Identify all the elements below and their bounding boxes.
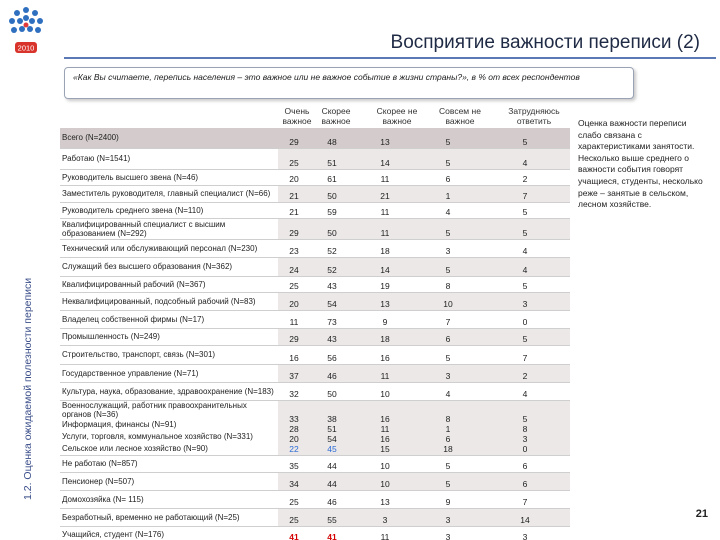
value-cell: 5 bbox=[416, 345, 480, 364]
value-cell: 3 bbox=[480, 526, 570, 540]
value-line: 18 bbox=[443, 443, 453, 454]
value-cell: 11 bbox=[278, 310, 310, 328]
row-label: Государственное управление (N=71) bbox=[60, 364, 278, 382]
row-label: Пенсионер (N=507) bbox=[60, 472, 278, 490]
value-cell: 4 bbox=[480, 239, 570, 257]
value-cell: 44 bbox=[310, 472, 354, 490]
row-label bbox=[60, 400, 278, 455]
value-cell: 73 bbox=[310, 310, 354, 328]
value-cell: 7 bbox=[480, 345, 570, 364]
value-cell: 29 bbox=[278, 128, 310, 148]
value-cell: 48 bbox=[310, 128, 354, 148]
row-label: Технический или обслуживающий персонал (N=230) bbox=[60, 239, 278, 257]
value-cell: 7 bbox=[480, 185, 570, 202]
value-cell: 21 bbox=[354, 185, 416, 202]
value-cell: 14 bbox=[480, 508, 570, 526]
value-cell: 13 bbox=[354, 292, 416, 310]
table-row bbox=[60, 364, 570, 382]
svg-text:2010: 2010 bbox=[17, 43, 35, 53]
row-label-line: Услуги, торговля, коммунальное хозяйство (N=331) bbox=[62, 431, 253, 441]
row-label: Домохозяйка (N= 115) bbox=[60, 490, 278, 508]
row-label: Учащийся, студент (N=176) bbox=[60, 526, 278, 540]
value-cell: 3 bbox=[354, 508, 416, 526]
value-cell: 29 bbox=[278, 218, 310, 239]
value-cell: 3 bbox=[416, 239, 480, 257]
value-line: 16 bbox=[380, 433, 390, 444]
value-cell: 6 bbox=[480, 472, 570, 490]
title-rule bbox=[64, 57, 716, 59]
value-line: 11 bbox=[380, 423, 390, 434]
value-cell: 43 bbox=[310, 328, 354, 345]
value-line: 6 bbox=[445, 433, 451, 444]
value-cell: 24 bbox=[278, 257, 310, 276]
table-row bbox=[60, 382, 570, 400]
value-cell: 20 bbox=[278, 292, 310, 310]
table-row bbox=[60, 292, 570, 310]
value-cell: 52 bbox=[310, 239, 354, 257]
value-cell bbox=[354, 400, 416, 455]
col-header-hard-to-say: Затрудняюсь ответить bbox=[508, 106, 560, 126]
commentary-text: Оценка важности переписи слабо связана с характеристиками занятости. Несколько выше среднего о важности события говорят учащиеся, студенты, несколько реже – занятые в сельском, лесном хозяйстве. bbox=[578, 118, 703, 210]
row-label: Квалифицированный специалист с высшим образованием (N=292) bbox=[60, 218, 278, 239]
col-header-rather-unimportant: Скорее не важное bbox=[376, 106, 418, 126]
col-header-very-important: Очень важное bbox=[282, 106, 312, 126]
row-label-line: Информация, финансы (N=91) bbox=[62, 419, 177, 429]
value-cell: 19 bbox=[354, 276, 416, 292]
value-cell: 50 bbox=[310, 218, 354, 239]
value-cell bbox=[416, 400, 480, 455]
value-line: 22 bbox=[289, 443, 299, 454]
value-cell: 16 bbox=[278, 345, 310, 364]
row-label: Неквалифицированный, подсобный рабочий (N=83) bbox=[60, 292, 278, 310]
value-cell: 20 bbox=[278, 169, 310, 185]
table-row bbox=[60, 169, 570, 185]
value-cell: 0 bbox=[480, 310, 570, 328]
row-label: Руководитель среднего звена (N=110) bbox=[60, 202, 278, 218]
row-label: Строительство, транспорт, связь (N=301) bbox=[60, 345, 278, 364]
value-cell: 11 bbox=[354, 202, 416, 218]
value-cell: 21 bbox=[278, 202, 310, 218]
table-row bbox=[60, 148, 570, 169]
value-cell: 46 bbox=[310, 490, 354, 508]
value-line: 16 bbox=[380, 413, 390, 424]
value-cell: 5 bbox=[416, 128, 480, 148]
value-cell: 11 bbox=[354, 364, 416, 382]
value-cell: 6 bbox=[416, 328, 480, 345]
value-cell: 29 bbox=[278, 328, 310, 345]
value-cell: 41 bbox=[278, 526, 310, 540]
value-cell: 10 bbox=[416, 292, 480, 310]
row-label: Работаю (N=1541) bbox=[60, 148, 278, 169]
value-cell: 11 bbox=[354, 526, 416, 540]
row-label: Промышленность (N=249) bbox=[60, 328, 278, 345]
table-row bbox=[60, 128, 570, 148]
value-cell: 7 bbox=[416, 310, 480, 328]
section-label: 1.2. Оценка ожидаемой полезности переписи bbox=[22, 277, 34, 500]
value-cell: 44 bbox=[310, 455, 354, 472]
value-cell: 54 bbox=[310, 292, 354, 310]
question-box: «Как Вы считаете, перепись населения – это важное или не важное событие в жизни страны?», в % от всех респондентов bbox=[64, 67, 634, 99]
value-cell: 4 bbox=[480, 148, 570, 169]
value-cell: 4 bbox=[480, 382, 570, 400]
value-cell: 34 bbox=[278, 472, 310, 490]
table-row bbox=[60, 202, 570, 218]
row-label: Всего (N=2400) bbox=[60, 128, 278, 148]
value-cell: 56 bbox=[310, 345, 354, 364]
value-cell bbox=[480, 400, 570, 455]
row-label: Культура, наука, образование, здравоохранение (N=183) bbox=[60, 382, 278, 400]
value-cell: 61 bbox=[310, 169, 354, 185]
col-header-not-important: Совсем не важное bbox=[439, 106, 481, 126]
table-row bbox=[60, 455, 570, 472]
value-cell: 43 bbox=[310, 276, 354, 292]
value-cell bbox=[278, 400, 310, 455]
row-label: Заместитель руководителя, главный специалист (N=66) bbox=[60, 185, 278, 202]
value-cell: 4 bbox=[480, 257, 570, 276]
value-cell: 59 bbox=[310, 202, 354, 218]
value-line: 20 bbox=[289, 433, 299, 444]
row-label: Квалифицированный рабочий (N=367) bbox=[60, 276, 278, 292]
value-cell: 50 bbox=[310, 185, 354, 202]
value-cell: 11 bbox=[354, 169, 416, 185]
value-cell: 3 bbox=[416, 364, 480, 382]
value-cell: 1 bbox=[416, 185, 480, 202]
col-header-rather-important: Скорее важное bbox=[321, 106, 351, 126]
value-cell: 5 bbox=[480, 202, 570, 218]
table-row bbox=[60, 328, 570, 345]
value-line: 1 bbox=[445, 423, 451, 434]
table-row bbox=[60, 490, 570, 508]
value-cell: 5 bbox=[480, 128, 570, 148]
value-cell: 4 bbox=[416, 382, 480, 400]
value-line: 54 bbox=[327, 433, 337, 444]
value-line: 33 bbox=[289, 413, 299, 424]
value-line: 15 bbox=[380, 443, 390, 454]
table-row bbox=[60, 185, 570, 202]
value-cell: 5 bbox=[480, 328, 570, 345]
value-cell: 37 bbox=[278, 364, 310, 382]
value-cell: 8 bbox=[416, 276, 480, 292]
table-row bbox=[60, 257, 570, 276]
value-line: 38 bbox=[327, 413, 337, 424]
value-cell: 6 bbox=[480, 455, 570, 472]
value-line: 3 bbox=[522, 433, 528, 444]
row-label: Безработный, временно не работающий (N=25) bbox=[60, 508, 278, 526]
value-cell: 6 bbox=[416, 169, 480, 185]
value-cell: 5 bbox=[480, 276, 570, 292]
value-cell: 51 bbox=[310, 148, 354, 169]
row-label-line: Сельское или лесное хозяйство (N=90) bbox=[62, 443, 208, 453]
value-cell: 32 bbox=[278, 382, 310, 400]
value-cell: 5 bbox=[416, 257, 480, 276]
value-line: 45 bbox=[327, 443, 337, 454]
value-cell: 16 bbox=[354, 345, 416, 364]
table-row bbox=[60, 218, 570, 239]
row-label: Не работаю (N=857) bbox=[60, 455, 278, 472]
row-label-line: Военнослужащий, работник правоохранительных органов (N=36) bbox=[62, 400, 247, 419]
value-cell: 9 bbox=[416, 490, 480, 508]
value-cell: 13 bbox=[354, 128, 416, 148]
value-line: 8 bbox=[522, 423, 528, 434]
value-cell: 13 bbox=[354, 490, 416, 508]
value-cell: 23 bbox=[278, 239, 310, 257]
value-line: 51 bbox=[327, 423, 337, 434]
row-label: Служащий без высшего образования (N=362) bbox=[60, 257, 278, 276]
value-cell: 52 bbox=[310, 257, 354, 276]
table-row bbox=[60, 508, 570, 526]
table-row bbox=[60, 472, 570, 490]
value-cell: 7 bbox=[480, 490, 570, 508]
value-cell: 5 bbox=[416, 218, 480, 239]
table-row bbox=[60, 345, 570, 364]
value-cell: 5 bbox=[416, 472, 480, 490]
table-row bbox=[60, 526, 570, 540]
table-row bbox=[60, 239, 570, 257]
value-cell: 14 bbox=[354, 148, 416, 169]
page-number: 21 bbox=[695, 508, 708, 520]
value-cell: 5 bbox=[480, 218, 570, 239]
row-label: Владелец собственной фирмы (N=17) bbox=[60, 310, 278, 328]
value-cell: 35 bbox=[278, 455, 310, 472]
value-cell: 25 bbox=[278, 276, 310, 292]
value-line: 8 bbox=[445, 413, 451, 424]
value-line: 28 bbox=[289, 423, 299, 434]
row-label: Руководитель высшего звена (N=46) bbox=[60, 169, 278, 185]
value-cell: 5 bbox=[416, 455, 480, 472]
value-cell: 41 bbox=[310, 526, 354, 540]
value-cell: 10 bbox=[354, 382, 416, 400]
value-cell: 3 bbox=[416, 508, 480, 526]
value-cell: 10 bbox=[354, 455, 416, 472]
value-cell: 4 bbox=[416, 202, 480, 218]
value-cell: 2 bbox=[480, 169, 570, 185]
value-cell: 25 bbox=[278, 490, 310, 508]
value-line: 5 bbox=[522, 413, 528, 424]
table-row bbox=[60, 400, 570, 455]
table-row bbox=[60, 276, 570, 292]
value-cell: 25 bbox=[278, 148, 310, 169]
table-row bbox=[60, 310, 570, 328]
value-cell: 50 bbox=[310, 382, 354, 400]
value-line: 0 bbox=[522, 443, 528, 454]
value-cell: 3 bbox=[416, 526, 480, 540]
value-cell: 18 bbox=[354, 239, 416, 257]
value-cell: 5 bbox=[416, 148, 480, 169]
value-cell: 10 bbox=[354, 472, 416, 490]
value-cell: 46 bbox=[310, 364, 354, 382]
results-table bbox=[60, 128, 570, 540]
slide-title: Восприятие важности переписи (2) bbox=[390, 32, 700, 53]
value-cell: 9 bbox=[354, 310, 416, 328]
value-cell: 21 bbox=[278, 185, 310, 202]
value-cell bbox=[310, 400, 354, 455]
value-cell: 3 bbox=[480, 292, 570, 310]
value-cell: 25 bbox=[278, 508, 310, 526]
value-cell: 2 bbox=[480, 364, 570, 382]
value-cell: 18 bbox=[354, 328, 416, 345]
value-cell: 55 bbox=[310, 508, 354, 526]
value-cell: 14 bbox=[354, 257, 416, 276]
value-cell: 11 bbox=[354, 218, 416, 239]
